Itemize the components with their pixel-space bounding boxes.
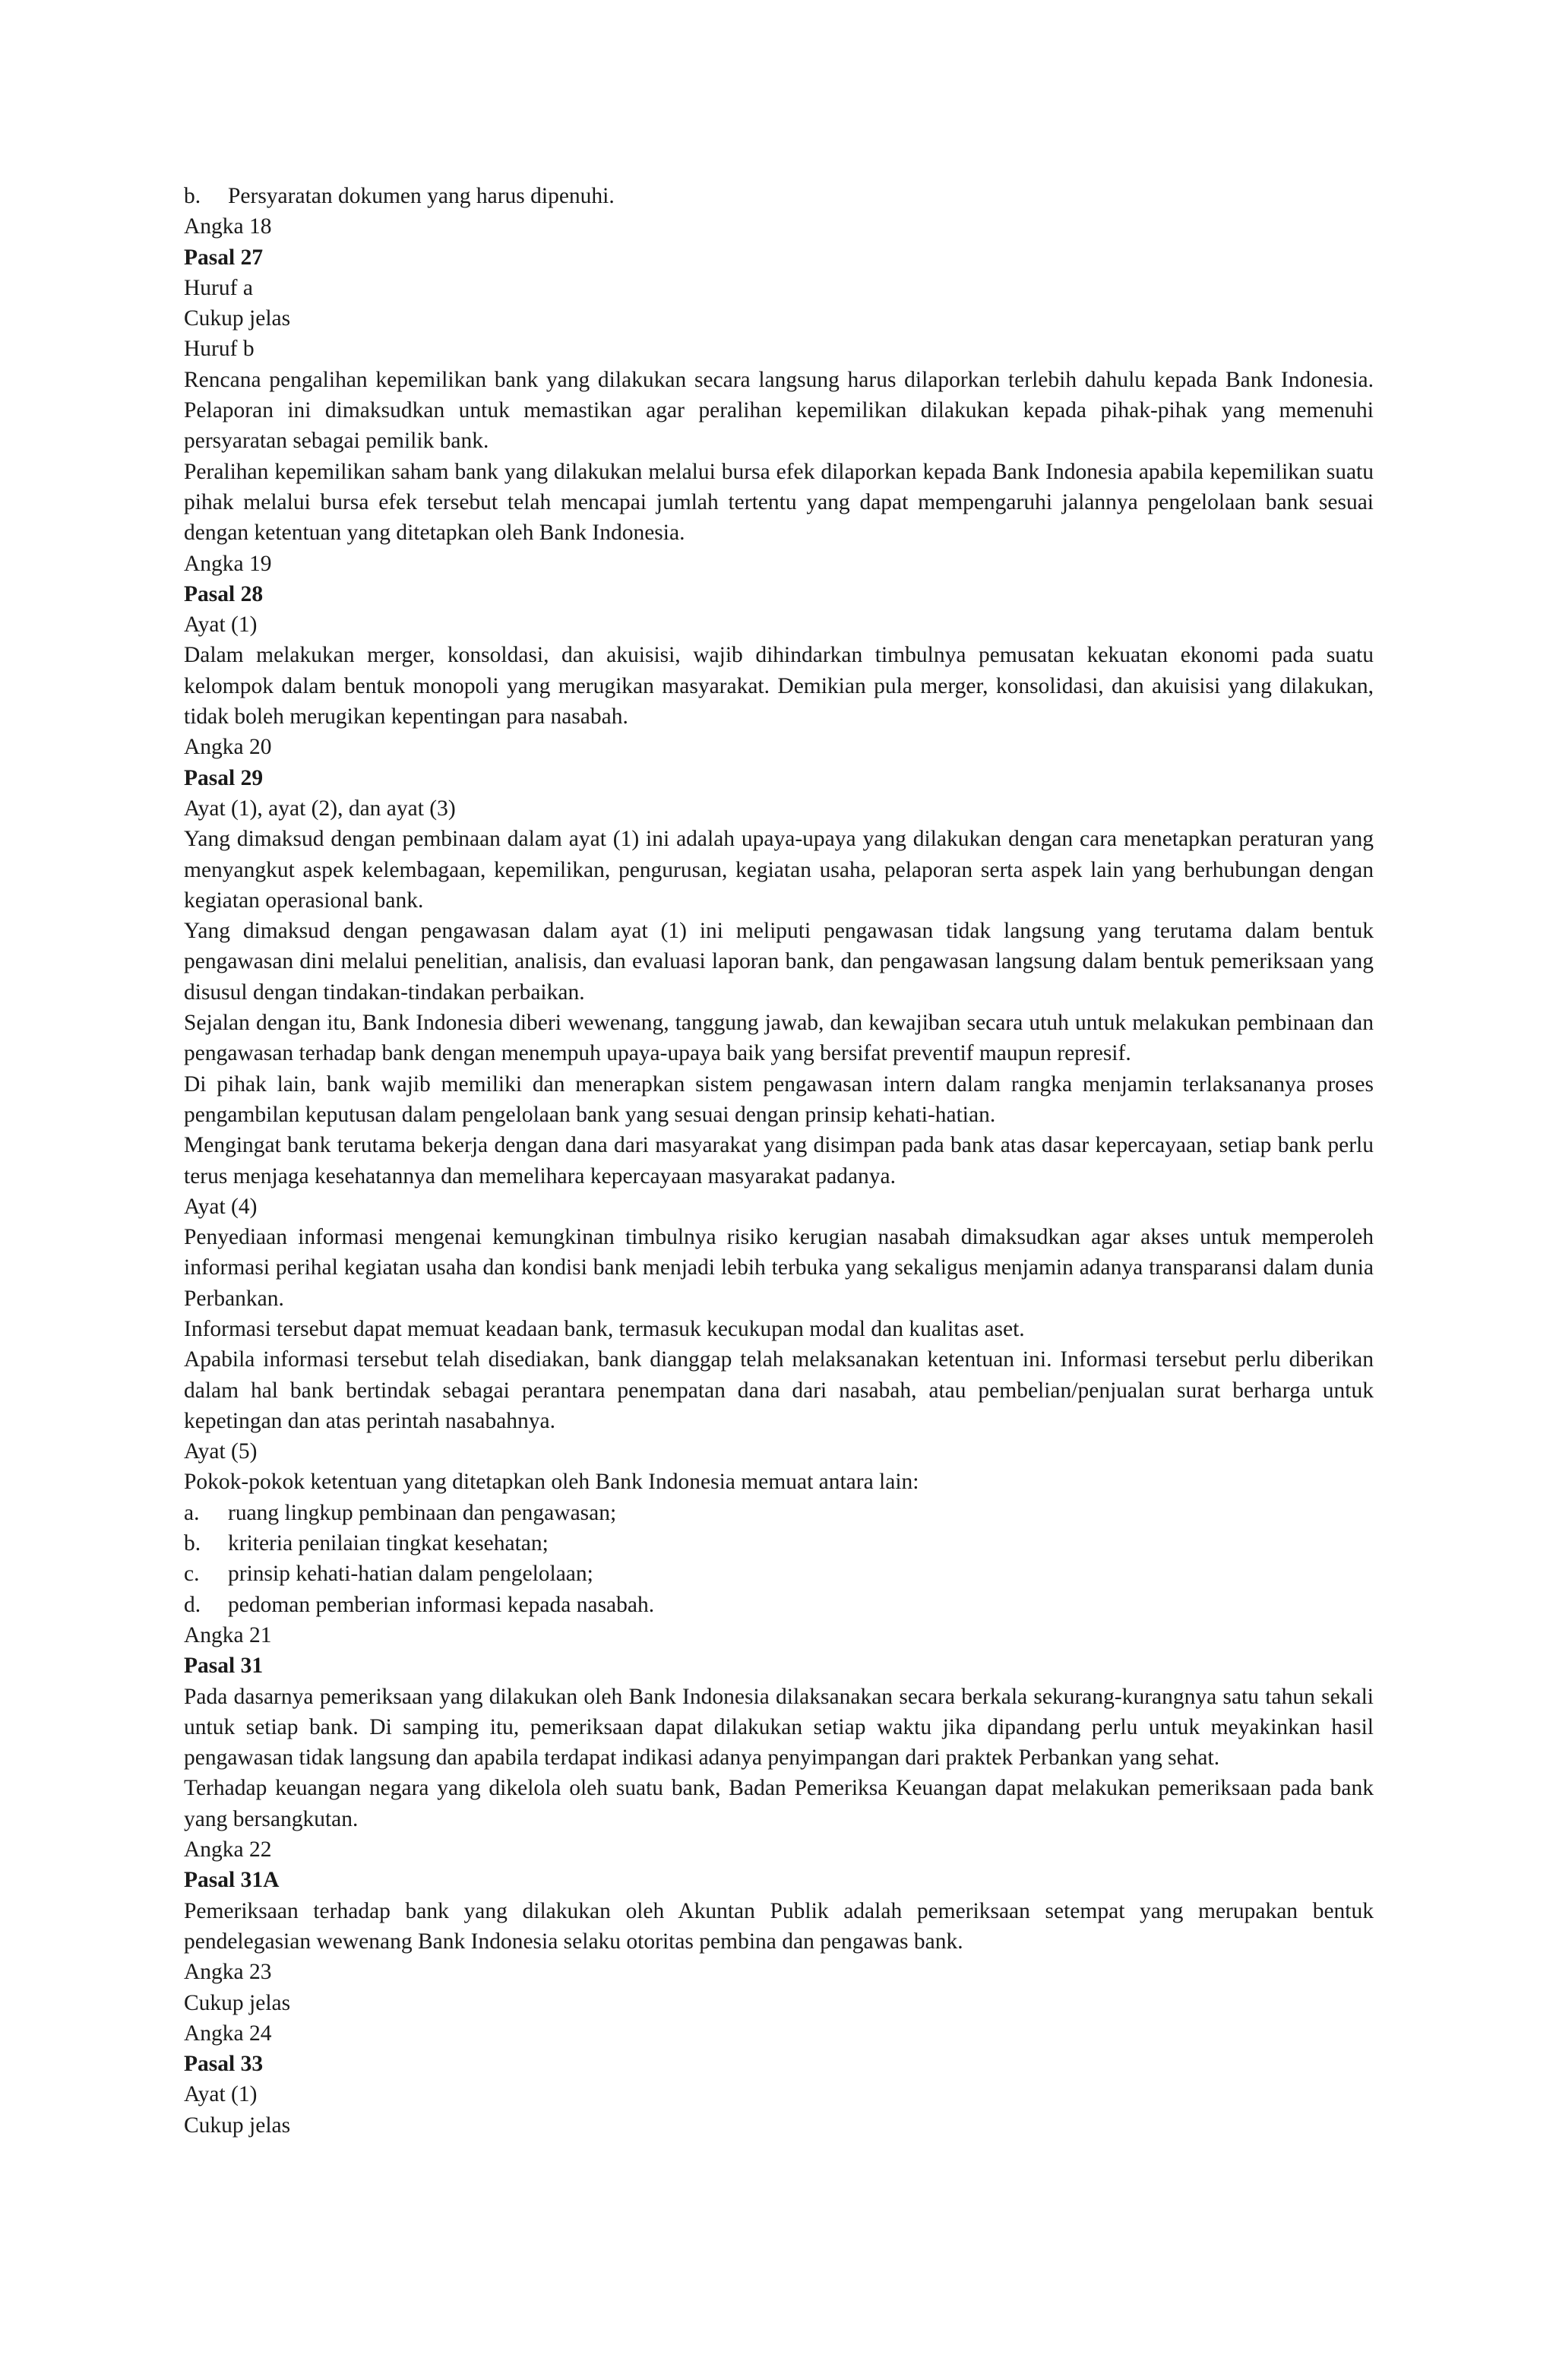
- angka-label: Angka 19: [184, 551, 272, 576]
- document-page: [184, 181, 1374, 2141]
- huruf-label: Huruf b: [184, 337, 255, 362]
- ayat-label: Ayat (1), ayat (2), dan ayat (3): [184, 796, 456, 821]
- ayat-label: Ayat (1): [184, 2082, 258, 2107]
- explanation-line: Cukup jelas: [184, 1990, 291, 2015]
- paragraph: Penyediaan informasi mengenai kemungkinan timbulnya risiko kerugian nasabah dimaksudkan agar akses untuk memperoleh informasi perihal kegiatan usaha dan kondisi bank menjadi lebih terbuka yang sekaligus menjamin adanya transparansi dalam dunia Perbankan.: [184, 1225, 1374, 1311]
- pasal-heading: Pasal 31A: [184, 1868, 280, 1893]
- list-text: Persyaratan dokumen yang harus dipenuhi.: [228, 184, 615, 208]
- explanation-line: Cukup jelas: [184, 2113, 291, 2138]
- paragraph: Dalam melakukan merger, konsoldasi, dan akuisisi, wajib dihindarkan timbulnya pemusatan kekuatan ekonomi pada suatu kelompok dalam bentuk monopoli yang merugikan masyarakat. Demikian pula merger, konsolidasi, dan akuisisi yang dilakukan, tidak boleh merugikan kepentingan para nasabah.: [184, 643, 1374, 730]
- paragraph: Peralihan kepemilikan saham bank yang dilakukan melalui bursa efek dilaporkan kepada Bank Indonesia apabila kepemilikan suatu pihak melalui bursa efek tersebut telah mencapai jumlah tertentu yang dapat mempengaruhi jalannya pengelolaan bank sesuai dengan ketentuan yang ditetapkan oleh Bank Indonesia.: [184, 459, 1374, 546]
- explanation-line: Cukup jelas: [184, 306, 291, 331]
- list-item: [184, 1590, 1374, 1620]
- ayat-label: Ayat (1): [184, 612, 258, 638]
- list-text: ruang lingkup pembinaan dan pengawasan;: [228, 1500, 617, 1525]
- pasal-heading: Pasal 29: [184, 765, 264, 790]
- angka-label: Angka 20: [184, 735, 272, 760]
- list-text: pedoman pemberian informasi kepada nasabah.: [228, 1592, 655, 1617]
- paragraph: Apabila informasi tersebut telah disediakan, bank dianggap telah melaksanakan ketentuan ini. Informasi tersebut perlu diberikan dalam hal bank bertindak sebagai perantara penempatan dana dari nasabah, atau pembelian/penjualan surat berharga untuk kepetingan dan atas perintah nasabahnya.: [184, 1347, 1374, 1433]
- paragraph: Rencana pengalihan kepemilikan bank yang dilakukan secara langsung harus dilaporkan terlebih dahulu kepada Bank Indonesia. Pelaporan ini dimaksudkan untuk memastikan agar peralihan kepemilikan dilakukan kepada pihak-pihak yang memenuhi persyaratan sebagai pemilik bank.: [184, 367, 1374, 454]
- huruf-label: Huruf a: [184, 275, 253, 300]
- list-item: [184, 1559, 1374, 1589]
- angka-label: Angka 23: [184, 1960, 272, 1985]
- paragraph: Sejalan dengan itu, Bank Indonesia diberi wewenang, tanggung jawab, dan kewajiban secara utuh untuk melakukan pembinaan dan pengawasan terhadap bank dengan menempuh upaya-upaya baik yang bersifat preventif maupun represif.: [184, 1011, 1374, 1066]
- list-text: kriteria penilaian tingkat kesehatan;: [228, 1531, 549, 1556]
- list-item: [184, 1498, 1374, 1528]
- paragraph: Informasi tersebut dapat memuat keadaan bank, termasuk kecukupan modal dan kualitas aset.: [184, 1316, 1025, 1341]
- angka-label: Angka 21: [184, 1622, 272, 1647]
- paragraph: Pokok-pokok ketentuan yang ditetapkan oleh Bank Indonesia memuat antara lain:: [184, 1470, 919, 1495]
- ayat-label: Ayat (4): [184, 1194, 258, 1219]
- pasal-heading: Pasal 28: [184, 581, 264, 606]
- pasal-heading: Pasal 33: [184, 2052, 264, 2077]
- list-marker: d.: [184, 1592, 201, 1617]
- paragraph: Pada dasarnya pemeriksaan yang dilakukan oleh Bank Indonesia dilaksanakan secara berkala sekurang-kurangnya satu tahun sekali untuk setiap bank. Di samping itu, pemeriksaan dapat dilakukan setiap waktu jika dipandang perlu untuk meyakinkan hasil pengawasan tidak langsung dan apabila terdapat indikasi adanya penyimpangan dari praktek Perbankan yang sehat.: [184, 1684, 1374, 1771]
- paragraph: Pemeriksaan terhadap bank yang dilakukan oleh Akuntan Publik adalah pemeriksaan setempat yang merupakan bentuk pendelegasian wewenang Bank Indonesia selaku otoritas pembina dan pengawas bank.: [184, 1898, 1374, 1954]
- paragraph: Mengingat bank terutama bekerja dengan dana dari masyarakat yang disimpan pada bank atas dasar kepercayaan, setiap bank perlu terus menjaga kesehatannya dan memelihara kepercayaan masyarakat padanya.: [184, 1133, 1374, 1188]
- list-item: [184, 181, 1374, 211]
- list-marker: b.: [184, 1531, 201, 1556]
- paragraph: Yang dimaksud dengan pembinaan dalam ayat (1) ini adalah upaya-upaya yang dilakukan dengan cara menetapkan peraturan yang menyangkut aspek kelembagaan, kepemilikan, pengurusan, kegiatan usaha, pelaporan serta aspek lain yang berhubungan dengan kegiatan operasional bank.: [184, 827, 1374, 913]
- angka-label: Angka 24: [184, 2021, 272, 2046]
- list-text: prinsip kehati-hatian dalam pengelolaan;: [228, 1562, 593, 1587]
- list-marker: c.: [184, 1562, 200, 1587]
- paragraph: Yang dimaksud dengan pengawasan dalam ayat (1) ini meliputi pengawasan tidak langsung yang terutama dalam bentuk pengawasan dini melalui penelitian, analisis, dan evaluasi laporan bank, dan pengawasan langsung dalam bentuk pemeriksaan yang disusul dengan tindakan-tindakan perbaikan.: [184, 919, 1374, 1005]
- paragraph: Di pihak lain, bank wajib memiliki dan menerapkan sistem pengawasan intern dalam rangka menjamin terlaksananya proses pengambilan keputusan dalam pengelolaan bank yang sesuai dengan prinsip kehati-hatian.: [184, 1071, 1374, 1127]
- list-item: [184, 1528, 1374, 1559]
- pasal-heading: Pasal 27: [184, 245, 264, 270]
- list-marker: b.: [184, 184, 201, 208]
- ayat-label: Ayat (5): [184, 1439, 258, 1464]
- angka-label: Angka 18: [184, 214, 272, 239]
- paragraph: Terhadap keuangan negara yang dikelola oleh suatu bank, Badan Pemeriksa Keuangan dapat melakukan pemeriksaan pada bank yang bersangkutan.: [184, 1776, 1374, 1831]
- pasal-heading: Pasal 31: [184, 1654, 264, 1679]
- angka-label: Angka 22: [184, 1837, 272, 1863]
- list-marker: a.: [184, 1500, 200, 1525]
